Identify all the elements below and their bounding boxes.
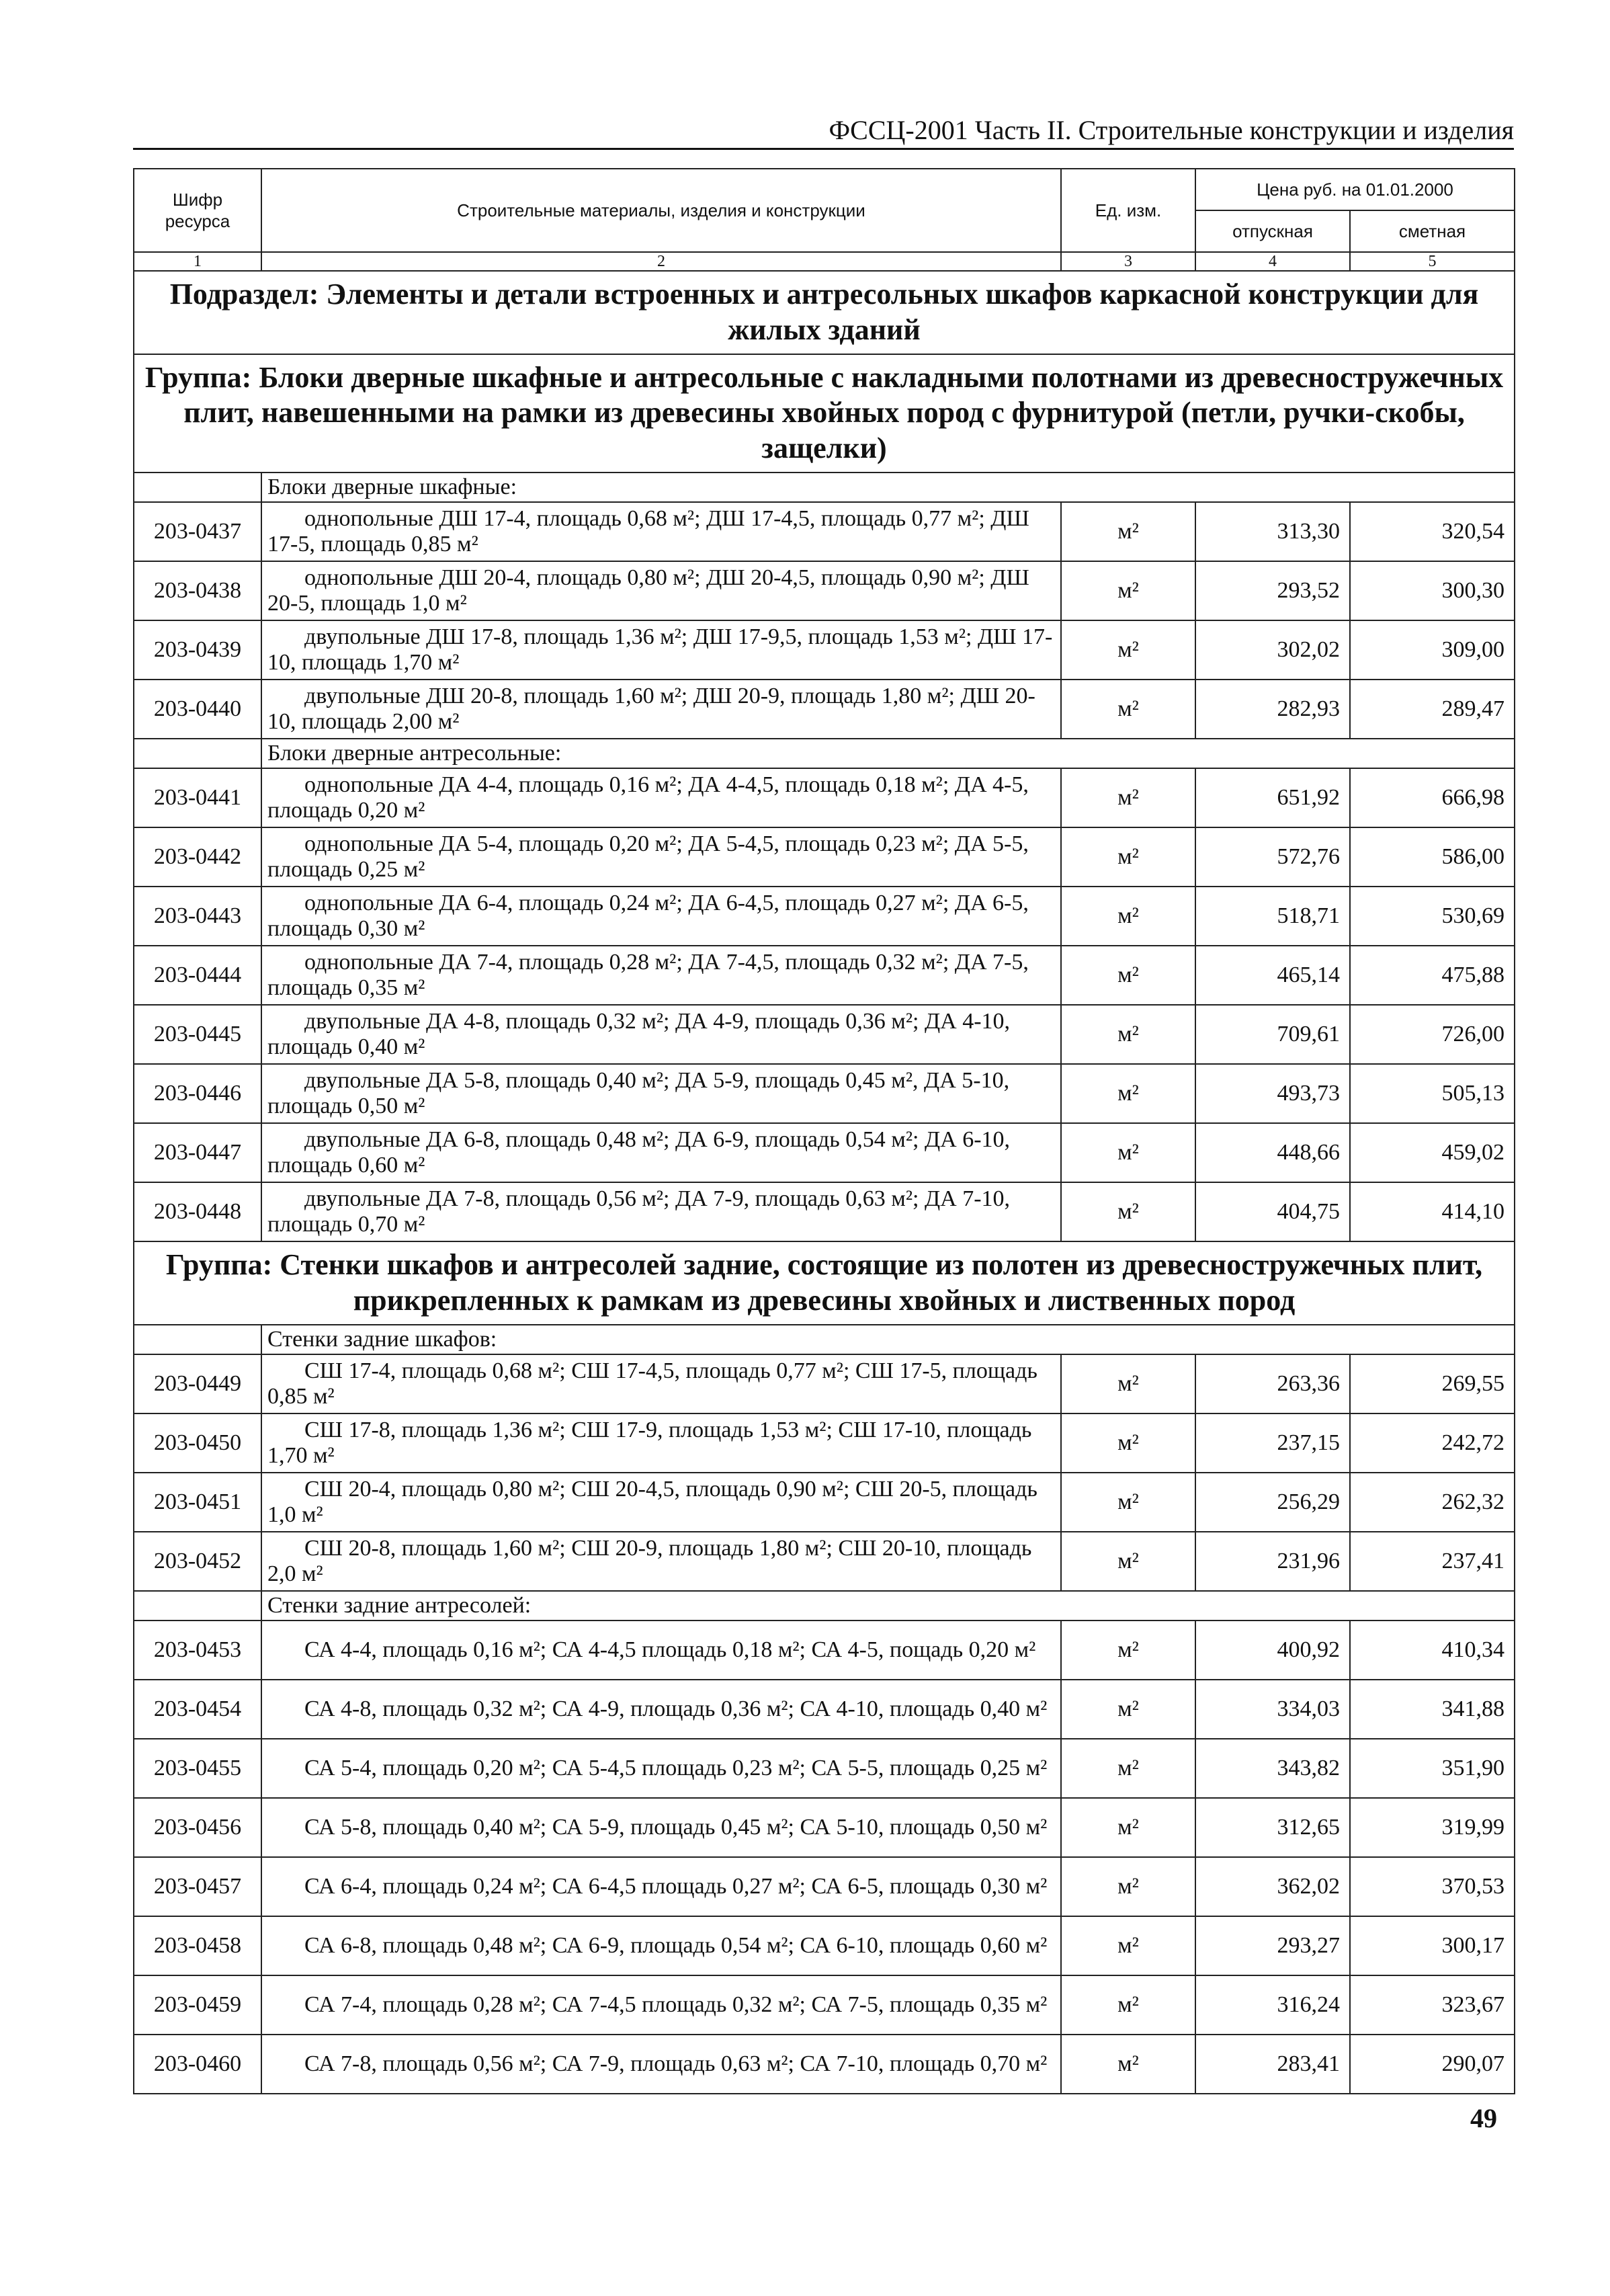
price-release: 316,24 [1195,1975,1350,2035]
item-description: двупольные ДА 7-8, площадь 0,56 м²; ДА 7-9, площадь 0,63 м²; ДА 7-10, площадь 0,70 м² [261,1182,1061,1241]
item-description: СШ 20-4, площадь 0,80 м²; СШ 20-4,5, площадь 0,90 м²; СШ 20-5, площадь 1,0 м² [261,1473,1061,1532]
price-estimate: 475,88 [1350,946,1515,1005]
page-number: 49 [1470,2103,1497,2133]
price-release: 651,92 [1195,768,1350,827]
table-row [134,2035,1515,2094]
price-table-body [134,169,1515,2094]
price-release: 572,76 [1195,827,1350,887]
price-release: 343,82 [1195,1739,1350,1798]
table-row [134,1680,1515,1739]
table-row [134,680,1515,739]
table-row [134,1123,1515,1182]
item-unit: м² [1061,1123,1195,1182]
resource-code: 203-0454 [134,1680,261,1739]
price-release: 283,41 [1195,2035,1350,2094]
running-title: ФССЦ-2001 Часть II. Строительные конструкции и изделия [829,115,1514,145]
item-unit: м² [1061,1354,1195,1413]
price-release: 448,66 [1195,1123,1350,1182]
price-estimate: 320,54 [1350,502,1515,561]
price-estimate: 290,07 [1350,2035,1515,2094]
price-release: 518,71 [1195,887,1350,946]
item-description: двупольные ДА 4-8, площадь 0,32 м²; ДА 4-9, площадь 0,36 м²; ДА 4-10, площадь 0,40 м² [261,1005,1061,1064]
price-estimate: 237,41 [1350,1532,1515,1591]
item-description: двупольные ДШ 20-8, площадь 1,60 м²; ДШ 20-9, площадь 1,80 м²; ДШ 20-10, площадь 2,00 м² [261,680,1061,739]
resource-code: 203-0446 [134,1064,261,1123]
price-release: 237,15 [1195,1413,1350,1473]
item-unit: м² [1061,1064,1195,1123]
item-description: СА 7-4, площадь 0,28 м²; СА 7-4,5 площадь 0,32 м²; СА 7-5, площадь 0,35 м² [261,1975,1061,2035]
price-estimate: 666,98 [1350,768,1515,827]
price-table [133,168,1515,2094]
resource-code: 203-0447 [134,1123,261,1182]
col-number: 2 [261,252,1061,271]
header-name: Строительные материалы, изделия и конструкции [261,169,1061,252]
table-row [134,1532,1515,1591]
price-estimate: 414,10 [1350,1182,1515,1241]
item-unit: м² [1061,1739,1195,1798]
table-row [134,768,1515,827]
item-unit: м² [1061,680,1195,739]
price-release: 293,52 [1195,561,1350,620]
resource-code: 203-0442 [134,827,261,887]
price-release: 256,29 [1195,1473,1350,1532]
subgroup-row [134,739,1515,768]
price-estimate: 341,88 [1350,1680,1515,1739]
price-estimate: 262,32 [1350,1473,1515,1532]
item-description: СА 6-4, площадь 0,24 м²; СА 6-4,5 площадь 0,27 м²; СА 6-5, площадь 0,30 м² [261,1857,1061,1916]
item-description: СШ 20-8, площадь 1,60 м²; СШ 20-9, площадь 1,80 м²; СШ 20-10, площадь 2,0 м² [261,1532,1061,1591]
table-row [134,1857,1515,1916]
table-row [134,561,1515,620]
price-estimate: 319,99 [1350,1798,1515,1857]
item-unit: м² [1061,2035,1195,2094]
header-unit: Ед. изм. [1061,169,1195,252]
table-row [134,1798,1515,1857]
table-row [134,1005,1515,1064]
table-row [134,1621,1515,1680]
item-description: СШ 17-8, площадь 1,36 м²; СШ 17-9, площадь 1,53 м²; СШ 17-10, площадь 1,70 м² [261,1413,1061,1473]
table-row [134,1916,1515,1975]
table-row [134,620,1515,680]
price-release: 231,96 [1195,1532,1350,1591]
price-release: 302,02 [1195,620,1350,680]
item-description: однопольные ДА 5-4, площадь 0,20 м²; ДА 5-4,5, площадь 0,23 м²; ДА 5-5, площадь 0,25 м² [261,827,1061,887]
price-release: 493,73 [1195,1064,1350,1123]
table-row [134,1739,1515,1798]
item-unit: м² [1061,768,1195,827]
price-release: 282,93 [1195,680,1350,739]
price-release: 404,75 [1195,1182,1350,1241]
item-description: однопольные ДА 7-4, площадь 0,28 м²; ДА 7-4,5, площадь 0,32 м²; ДА 7-5, площадь 0,35 м² [261,946,1061,1005]
item-description: однопольные ДА 4-4, площадь 0,16 м²; ДА 4-4,5, площадь 0,18 м²; ДА 4-5, площадь 0,20 м² [261,768,1061,827]
item-unit: м² [1061,1473,1195,1532]
subgroup-row [134,473,1515,502]
item-description: двупольные ДА 6-8, площадь 0,48 м²; ДА 6-9, площадь 0,54 м²; ДА 6-10, площадь 0,60 м² [261,1123,1061,1182]
resource-code: 203-0460 [134,2035,261,2094]
col-number: 5 [1350,252,1515,271]
running-header [133,113,1514,150]
resource-code: 203-0438 [134,561,261,620]
resource-code: 203-0437 [134,502,261,561]
table-row [134,827,1515,887]
header-price-estimate: сметная [1350,210,1515,252]
resource-code: 203-0455 [134,1739,261,1798]
subgroup-code-empty [134,1325,261,1354]
resource-code: 203-0458 [134,1916,261,1975]
price-release: 709,61 [1195,1005,1350,1064]
resource-code: 203-0449 [134,1354,261,1413]
item-description: СА 7-8, площадь 0,56 м²; СА 7-9, площадь 0,63 м²; СА 7-10, площадь 0,70 м² [261,2035,1061,2094]
subgroup-code-empty [134,1591,261,1621]
item-description: СШ 17-4, площадь 0,68 м²; СШ 17-4,5, площадь 0,77 м²; СШ 17-5, площадь 0,85 м² [261,1354,1061,1413]
item-description: однопольные ДШ 20-4, площадь 0,80 м²; ДШ 20-4,5, площадь 0,90 м²; ДШ 20-5, площадь 1,0 м² [261,561,1061,620]
group-title: Группа: Блоки дверные шкафные и антресольные с накладными полотнами из древесностружечных плит, навешенными на рамки из древесины хвойных пород с фурнитурой (петли, ручки-скобы, защелки) [134,354,1515,473]
item-unit: м² [1061,620,1195,680]
resource-code: 203-0453 [134,1621,261,1680]
group-row [134,354,1515,473]
column-number-row [134,252,1515,271]
table-row [134,1064,1515,1123]
resource-code: 203-0450 [134,1413,261,1473]
price-estimate: 300,30 [1350,561,1515,620]
price-estimate: 351,90 [1350,1739,1515,1798]
price-estimate: 410,34 [1350,1621,1515,1680]
resource-code: 203-0445 [134,1005,261,1064]
price-release: 313,30 [1195,502,1350,561]
resource-code: 203-0448 [134,1182,261,1241]
subsection-row [134,271,1515,354]
table-row [134,502,1515,561]
price-estimate: 242,72 [1350,1413,1515,1473]
header-code: Шифр ресурса [134,169,261,252]
price-release: 400,92 [1195,1621,1350,1680]
price-estimate: 586,00 [1350,827,1515,887]
resource-code: 203-0441 [134,768,261,827]
price-estimate: 300,17 [1350,1916,1515,1975]
item-unit: м² [1061,1005,1195,1064]
price-estimate: 505,13 [1350,1064,1515,1123]
item-unit: м² [1061,1798,1195,1857]
price-estimate: 370,53 [1350,1857,1515,1916]
item-description: СА 5-8, площадь 0,40 м²; СА 5-9, площадь 0,45 м²; СА 5-10, площадь 0,50 м² [261,1798,1061,1857]
resource-code: 203-0439 [134,620,261,680]
subgroup-label: Стенки задние антресолей: [261,1591,1515,1621]
item-description: СА 6-8, площадь 0,48 м²; СА 6-9, площадь 0,54 м²; СА 6-10, площадь 0,60 м² [261,1916,1061,1975]
item-unit: м² [1061,1621,1195,1680]
price-release: 293,27 [1195,1916,1350,1975]
subgroup-label: Стенки задние шкафов: [261,1325,1515,1354]
price-release: 362,02 [1195,1857,1350,1916]
item-unit: м² [1061,827,1195,887]
table-row [134,1975,1515,2035]
subsection-title: Подраздел: Элементы и детали встроенных и антресольных шкафов каркасной конструкции для жилых зданий [134,271,1515,354]
subgroup-code-empty [134,473,261,502]
table-row [134,1473,1515,1532]
table-row [134,1413,1515,1473]
subgroup-row [134,1591,1515,1621]
item-unit: м² [1061,1680,1195,1739]
item-description: СА 5-4, площадь 0,20 м²; СА 5-4,5 площадь 0,23 м²; СА 5-5, площадь 0,25 м² [261,1739,1061,1798]
price-estimate: 459,02 [1350,1123,1515,1182]
resource-code: 203-0456 [134,1798,261,1857]
price-release: 465,14 [1195,946,1350,1005]
price-release: 334,03 [1195,1680,1350,1739]
subgroup-label: Блоки дверные шкафные: [261,473,1515,502]
group-title: Группа: Стенки шкафов и антресолей задние, состоящие из полотен из древесностружечных плит, прикрепленных к рамкам из древесины хвойных и лиственных пород [134,1241,1515,1325]
resource-code: 203-0443 [134,887,261,946]
item-unit: м² [1061,946,1195,1005]
item-unit: м² [1061,1413,1195,1473]
subgroup-code-empty [134,739,261,768]
col-number: 4 [1195,252,1350,271]
price-release: 312,65 [1195,1798,1350,1857]
resource-code: 203-0444 [134,946,261,1005]
price-estimate: 289,47 [1350,680,1515,739]
header-price-release: отпускная [1195,210,1350,252]
group-row [134,1241,1515,1325]
item-unit: м² [1061,561,1195,620]
table-row [134,946,1515,1005]
item-unit: м² [1061,1916,1195,1975]
item-description: однопольные ДА 6-4, площадь 0,24 м²; ДА 6-4,5, площадь 0,27 м²; ДА 6-5, площадь 0,30 м² [261,887,1061,946]
item-unit: м² [1061,1182,1195,1241]
table-header-row [134,169,1515,210]
price-release: 263,36 [1195,1354,1350,1413]
resource-code: 203-0459 [134,1975,261,2035]
item-description: двупольные ДШ 17-8, площадь 1,36 м²; ДШ 17-9,5, площадь 1,53 м²; ДШ 17-10, площадь 1,70 м² [261,620,1061,680]
item-description: СА 4-4, площадь 0,16 м²; СА 4-4,5 площадь 0,18 м²; СА 4-5, пощадь 0,20 м² [261,1621,1061,1680]
subgroup-label: Блоки дверные антресольные: [261,739,1515,768]
table-row [134,1354,1515,1413]
item-unit: м² [1061,1532,1195,1591]
col-number: 3 [1061,252,1195,271]
table-row [134,887,1515,946]
price-estimate: 309,00 [1350,620,1515,680]
item-unit: м² [1061,1975,1195,2035]
resource-code: 203-0452 [134,1532,261,1591]
price-estimate: 323,67 [1350,1975,1515,2035]
resource-code: 203-0451 [134,1473,261,1532]
table-row [134,1182,1515,1241]
item-unit: м² [1061,887,1195,946]
resource-code: 203-0457 [134,1857,261,1916]
subgroup-row [134,1325,1515,1354]
price-estimate: 726,00 [1350,1005,1515,1064]
item-description: однопольные ДШ 17-4, площадь 0,68 м²; ДШ 17-4,5, площадь 0,77 м²; ДШ 17-5, площадь 0,85 м² [261,502,1061,561]
item-unit: м² [1061,1857,1195,1916]
header-price-group: Цена руб. на 01.01.2000 [1195,169,1515,210]
col-number: 1 [134,252,261,271]
price-estimate: 269,55 [1350,1354,1515,1413]
item-unit: м² [1061,502,1195,561]
resource-code: 203-0440 [134,680,261,739]
price-estimate: 530,69 [1350,887,1515,946]
item-description: двупольные ДА 5-8, площадь 0,40 м²; ДА 5-9, площадь 0,45 м², ДА 5-10, площадь 0,50 м² [261,1064,1061,1123]
item-description: СА 4-8, площадь 0,32 м²; СА 4-9, площадь 0,36 м²; СА 4-10, площадь 0,40 м² [261,1680,1061,1739]
